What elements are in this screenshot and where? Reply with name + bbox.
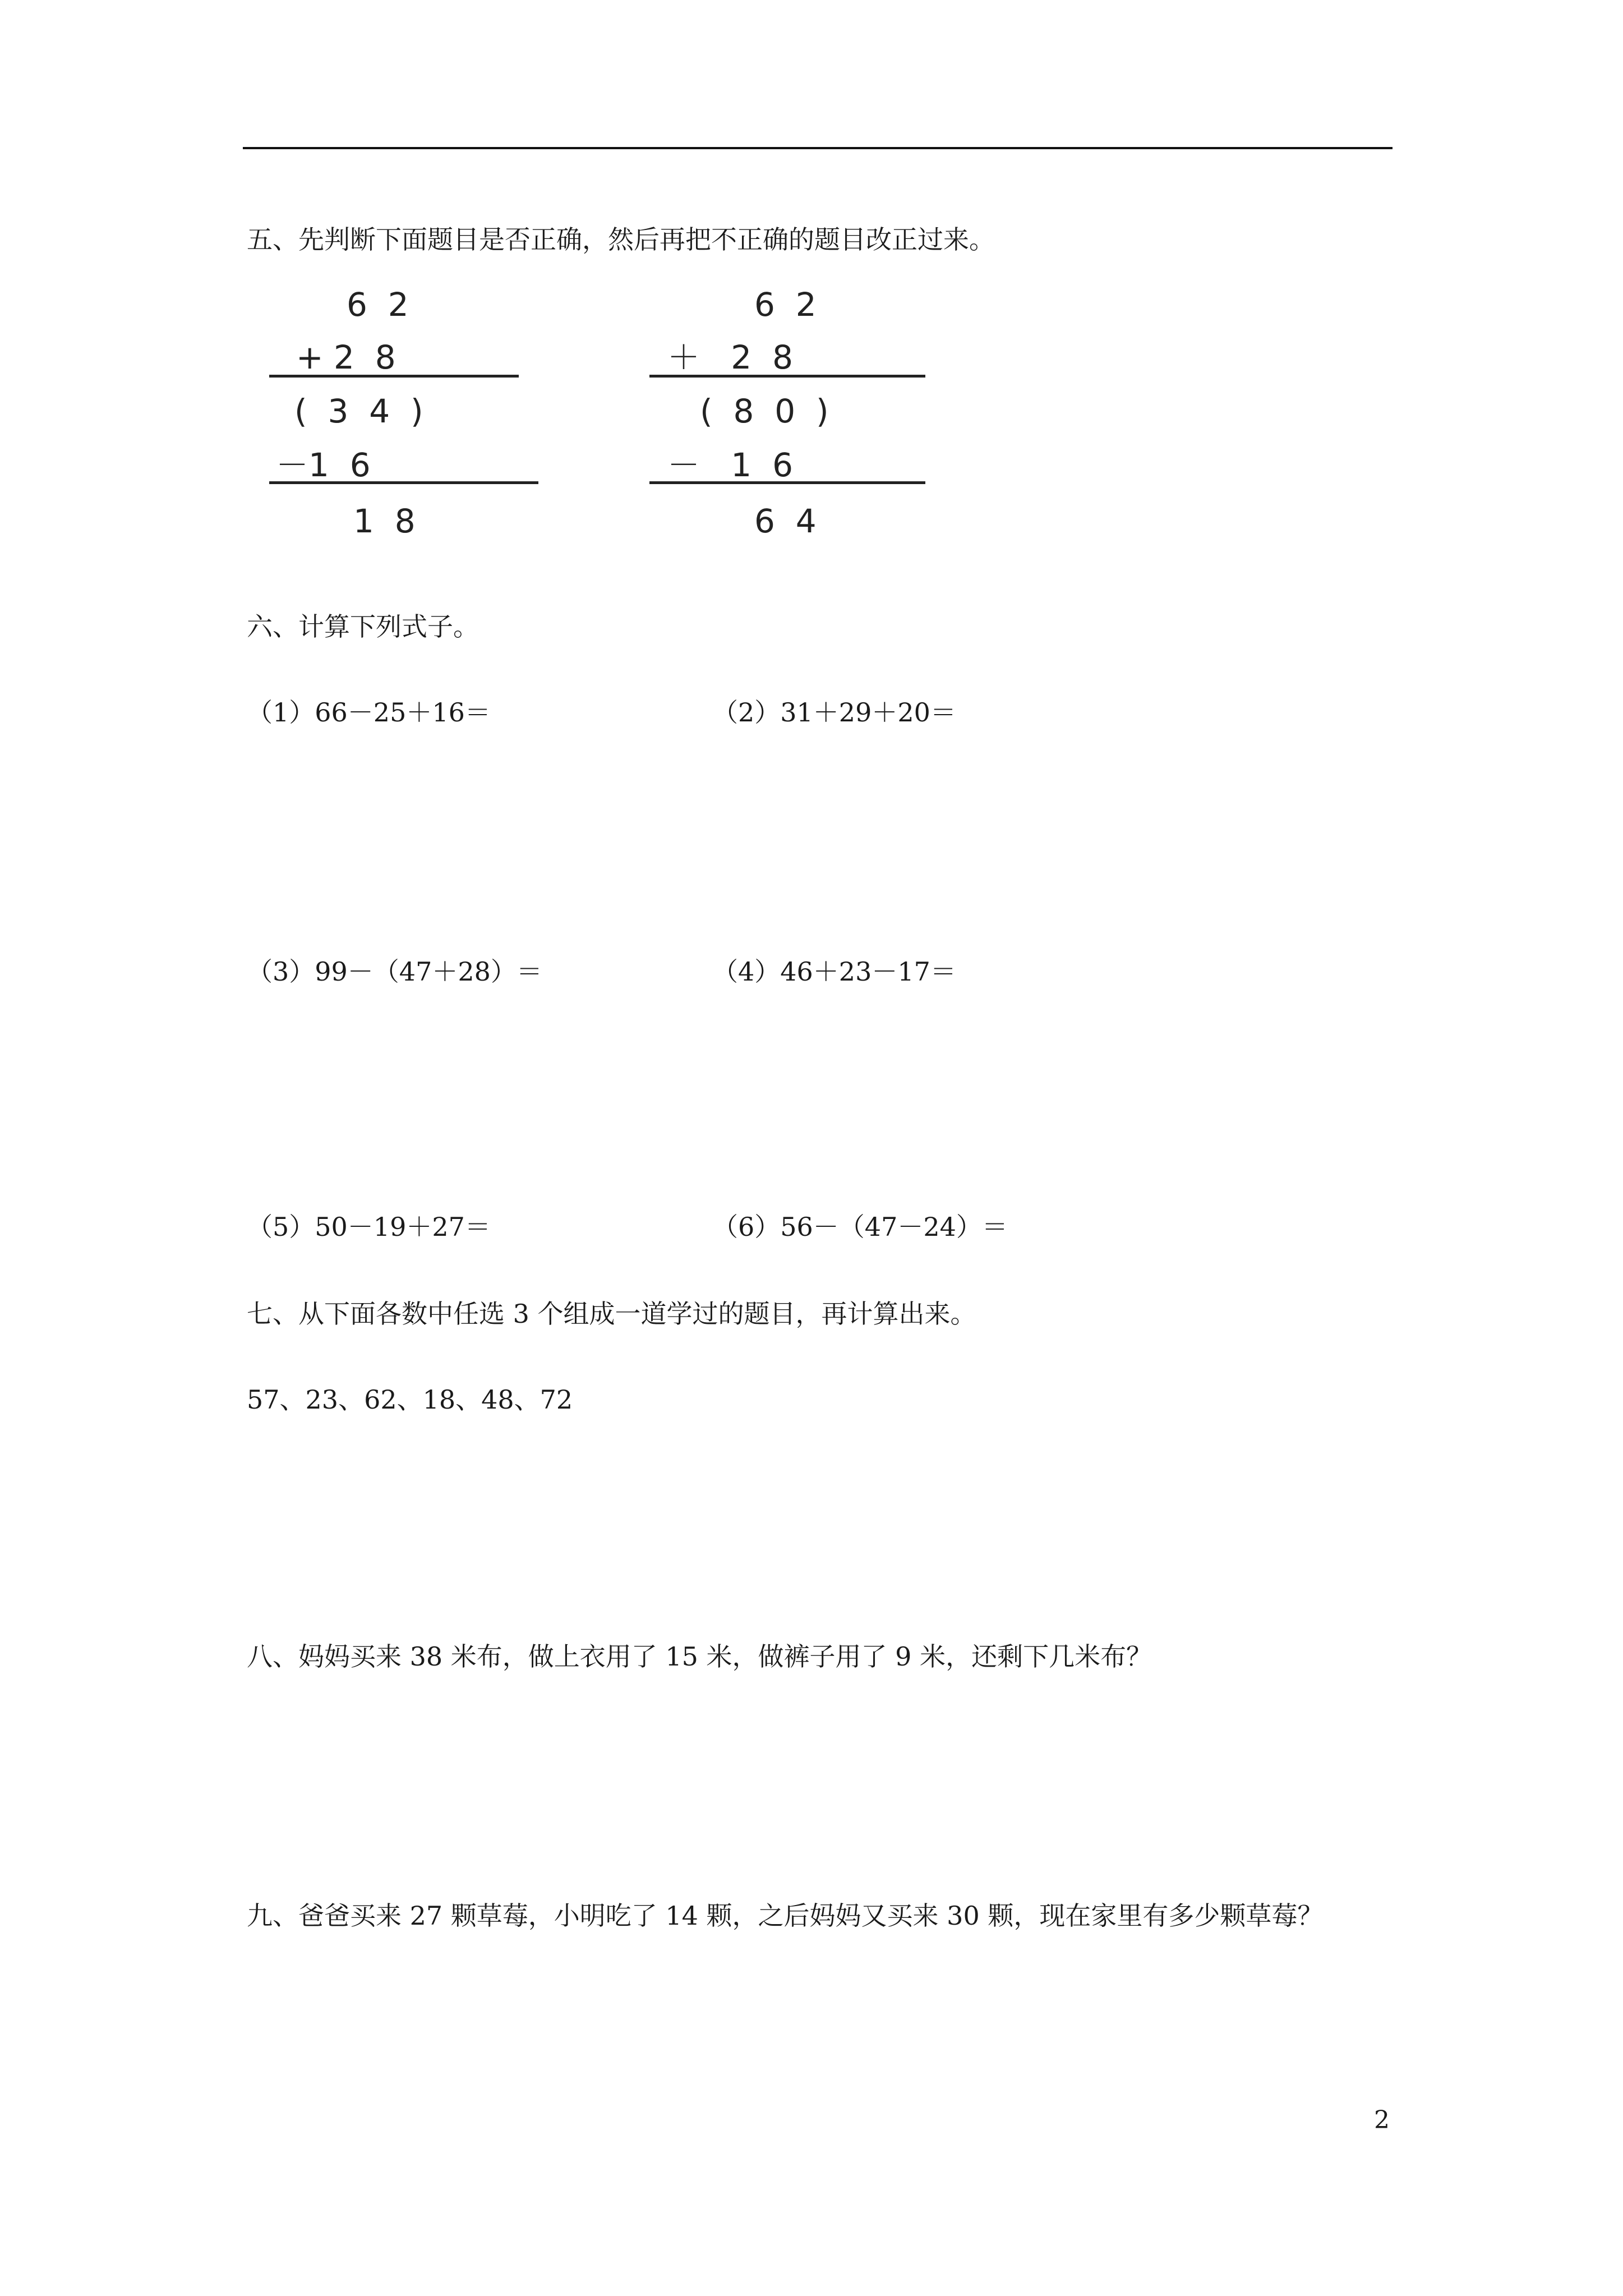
section6-title: 六、计算下列式子。 — [247, 611, 479, 642]
calc-b-row2: ＋ 2 8 — [667, 338, 793, 376]
section6-q3: （3）99－（47＋28）＝ — [247, 956, 542, 987]
page-number: 2 — [1374, 2106, 1390, 2134]
header-rule — [243, 147, 1393, 149]
section7-numbers: 57、23、62、18、48、72 — [247, 1384, 573, 1415]
calc-b-line1 — [649, 375, 925, 378]
section6-q4: （4）46＋23－17＝ — [712, 956, 956, 987]
section6-q2: （2）31＋29＋20＝ — [712, 697, 956, 728]
calc-b-row1: 6 2 — [754, 286, 817, 324]
section6-q5: （5）50－19＋27＝ — [247, 1212, 491, 1242]
calc-a-line2 — [269, 481, 538, 484]
calc-b-row3: ( 8 0 ) — [700, 392, 829, 430]
section7-title: 七、从下面各数中任选 3 个组成一道学过的题目，再计算出来。 — [247, 1299, 976, 1329]
calc-a-row2: + 2 8 — [296, 338, 396, 376]
calc-b-line2 — [649, 481, 925, 484]
calc-a-row1: 6 2 — [347, 286, 409, 324]
calc-b-row4: － 1 6 — [667, 446, 793, 484]
section6-q6: （6）56－（47－24）＝ — [712, 1212, 1008, 1242]
calc-a-row4: －1 6 — [276, 446, 371, 484]
section9-title: 九、爸爸买来 27 颗草莓，小明吃了 14 颗，之后妈妈又买来 30 颗，现在家里有多少颗草莓？ — [247, 1901, 1324, 1931]
section5-title: 五、先判断下面题目是否正确，然后再把不正确的题目改正过来。 — [247, 224, 995, 255]
calc-b-row5: 6 4 — [754, 502, 817, 540]
calc-a-row3: ( 3 4 ) — [294, 392, 423, 430]
section6-q1: （1）66－25＋16＝ — [247, 697, 491, 728]
calc-a-line1 — [269, 375, 519, 378]
section8-title: 八、妈妈买来 38 米布，做上衣用了 15 米，做裤子用了 9 米，还剩下几米布？ — [247, 1641, 1152, 1672]
calc-a-row5: 1 8 — [353, 502, 416, 540]
